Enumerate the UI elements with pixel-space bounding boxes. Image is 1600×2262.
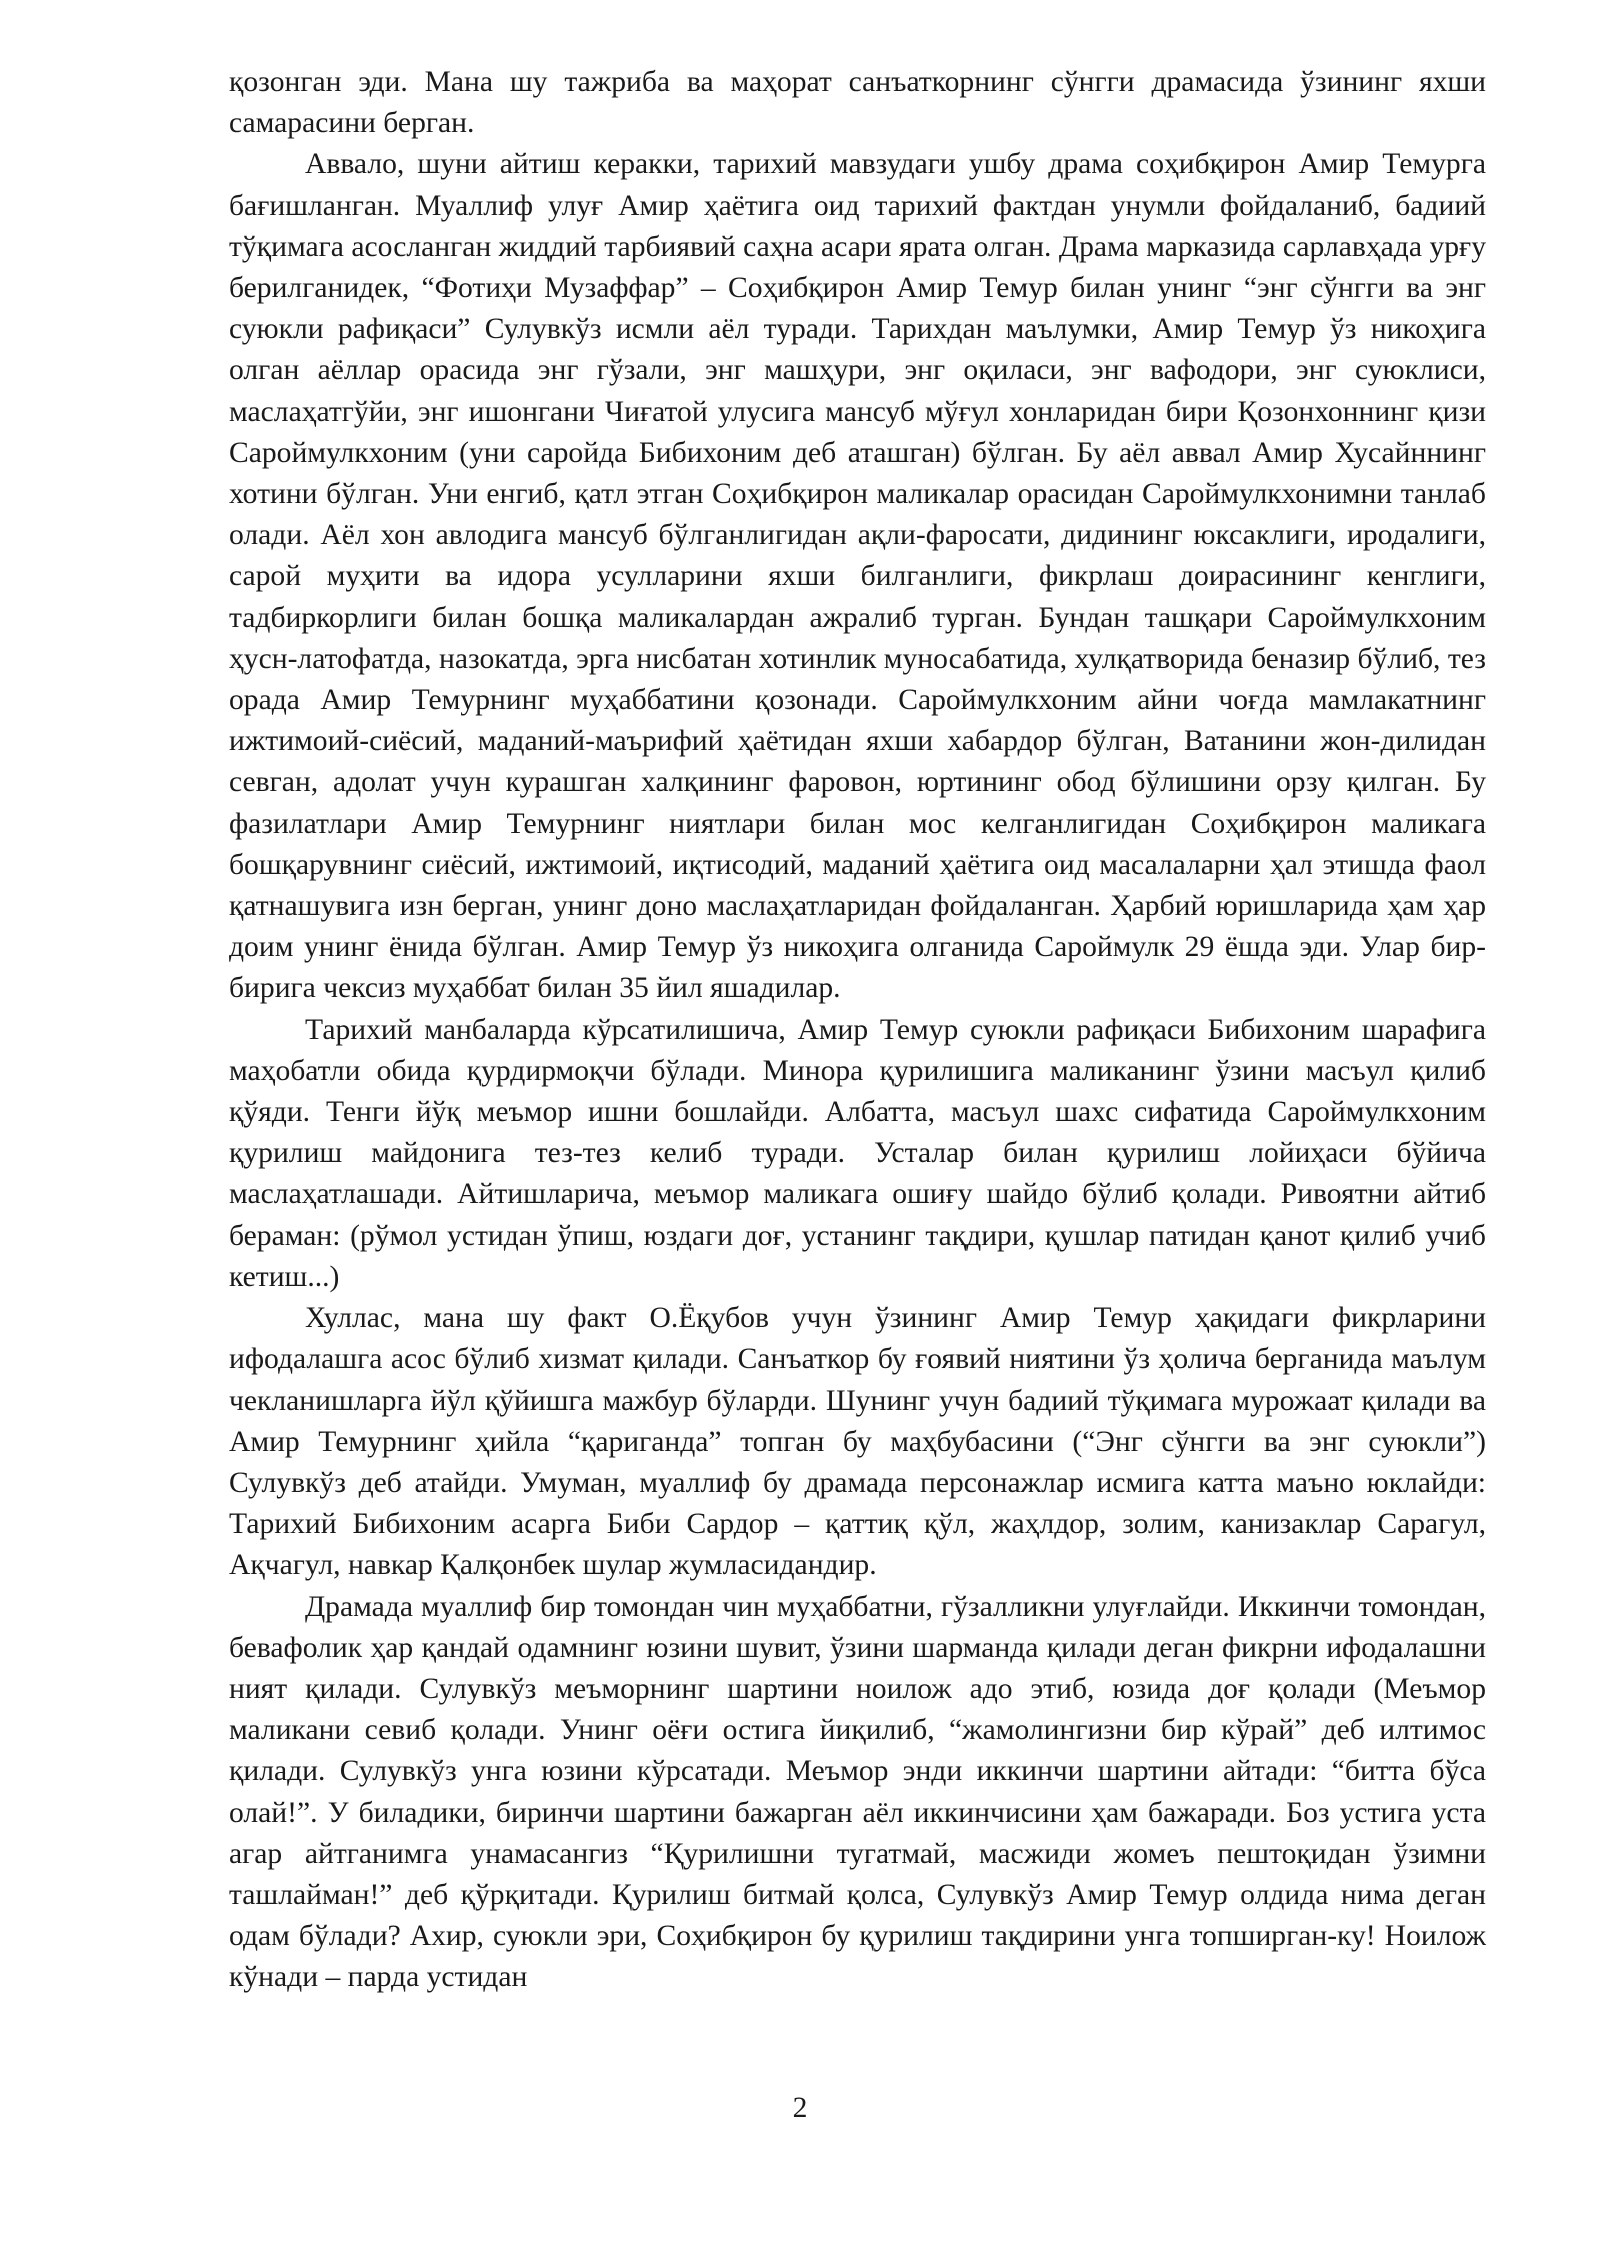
paragraph-historical-drama: Аввало, шуни айтиш керакки, тарихий мавзудаги ушбу драма соҳибқирон Амир Темурга бағишланган. Муаллиф улуғ Амир ҳаётига оид тарихий фактдан унумли фойдаланиб, бадиий тўқимага асосланган жиддий тарбиявий саҳна асари ярата олган. Драма марказида сарлавҳада урғу берилганидек, “Фотиҳи Музаффар” – Соҳибқирон Амир Темур билан унинг “энг сўнгги ва энг суюкли рафиқаси” Сулувкўз исмли аёл туради. Тарихдан маълумки, Амир Темур ўз никоҳига олган аёллар орасида энг гўзали, энг машҳури, энг оқиласи, энг вафодори, энг суюклиси, маслаҳатгўйи, энг ишонгани Чиғатой улусига мансуб мўғул хонларидан бири Қозонхоннинг қизи Сароймулкхоним (уни саройда Бибихоним деб аташган) бўлган. Бу аёл аввал Амир Хусайннинг хотини бўлган. Уни енгиб, қатл этган Соҳибқирон маликалар орасидан Сароймулкхонимни танлаб олади. Аёл хон авлодига мансуб бўлганлигидан ақли-фаросати, дидининг юксаклиги, иродалиги, сарой муҳити ва идора усулларини яхши билганлиги, фикрлаш доирасининг кенглиги, тадбиркорлиги билан бошқа маликалардан ажралиб турган. Бундан ташқари Сароймулкхоним ҳусн-латофатда, назокатда, эрга нисбатан хотинлик муносабатида, хулқатворида беназир бўлиб, тез орада Амир Темурнинг муҳаббатини қозонади. Сароймулкхоним айни чоғда мамлакатнинг ижтимоий-сиёсий, маданий-маърифий ҳаётидан яхши хабардор бўлган, Ватанини жон-дилидан севган, адолат учун курашган халқининг фаровон, юртининг обод бўлишини орзу қилган. Бу фазилатлари Амир Темурнинг ниятлари билан мос келганлигидан Соҳибқирон маликага бошқарувнинг сиёсий, ижтимоий, иқтисодий, маданий ҳаётига оид масалаларни ҳал этишда фаол қатнашувига изн берган, унинг доно маслаҳатларидан фойдаланган. Ҳарбий юришларида ҳам ҳар доим унинг ёнида бўлган. Амир Темур ўз никоҳига олганида Сароймулк 29 ёшда эди. Улар бир-бирига чексиз муҳаббат билан 35 йил яшадилар. (229, 148, 1486, 1005)
paragraph-continuation: қозонган эди. Мана шу тажриба ва маҳорат санъаткорнинг сўнгги драмасида ўзининг яхши самарасини берган. (229, 66, 1486, 140)
paragraph-author-intent: Хуллас, мана шу факт О.Ёқубов учун ўзининг Амир Темур ҳақидаги фикрларини ифодалашга асос бўлиб хизмат қилади. Санъаткор бу ғоявий ниятини ўз ҳолича берганида маълум чекланишларга йўл қўйишга мажбур бўларди. Шунинг учун бадиий тўқимага мурожаат қилади ва Амир Темурнинг ҳийла “қариганда” топган бу маҳбубасини (“Энг сўнгги ва энг суюкли”) Сулувкўз деб атайди. Умуман, муаллиф бу драмада персонажлар исмига катта маъно юклайди: Тарихий Бибихоним асарга Биби Сардор – қаттиқ қўл, жаҳлдор, золим, канизаклар Сарагул, Ақчагул, навкар Қалқонбек шулар жумласидандир. (229, 1302, 1486, 1582)
paragraph-historical-sources: Тарихий манбаларда кўрсатилишича, Амир Темур суюкли рафиқаси Бибихоним шарафига маҳобатли обида қурдирмоқчи бўлади. Минора қурилишига маликанинг ўзини масъул қилиб қўяди. Тенги йўқ меъмор ишни бошлайди. Албатта, масъул шахс сифатида Сароймулкхоним қурилиш майдонига тез-тез келиб туради. Усталар билан қурилиш лойиҳаси бўйича маслаҳатлашади. Айтишларича, меъмор маликага ошиғу шайдо бўлиб қолади. Ривоятни айтиб бераман: (рўмол устидан ўпиш, юздаги доғ, устанинг тақдири, қушлар патидан қанот қилиб учиб кетиш...) (229, 1013, 1486, 1293)
paragraph-drama-themes: Драмада муаллиф бир томондан чин муҳаббатни, гўзалликни улуғлайди. Иккинчи томондан, бевафолик ҳар қандай одамнинг юзини шувит, ўзини шарманда қилади деган фикрни ифодалашни ният қилади. Сулувкўз меъморнинг шартини ноилож адо этиб, юзида доғ қолади (Меъмор маликани севиб қолади. Унинг оёғи остига йиқилиб, “жамолингизни бир кўрай” деб илтимос қилади. Сулувкўз унга юзини кўрсатади. Меъмор энди иккинчи шартини айтади: “битта бўса олай!”. У биладики, биринчи шартини бажарган аёл иккинчисини ҳам бажаради. Боз устига уста агар айтганимга унамасангиз “Қурилишни тугатмай, масжиди жомеъ пештоқидан ўзимни ташлайман!” деб қўрқитади. Қурилиш битмай қолса, Сулувкўз Амир Темур олдида нима деган одам бўлади? Ахир, суюкли эри, Соҳибқирон бу қурилиш тақдирини унга топширган-ку! Ноилож кўнади – парда устидан (229, 1590, 1486, 1994)
page-number: 2 (792, 2092, 808, 2124)
document-page (229, 62, 1486, 1999)
